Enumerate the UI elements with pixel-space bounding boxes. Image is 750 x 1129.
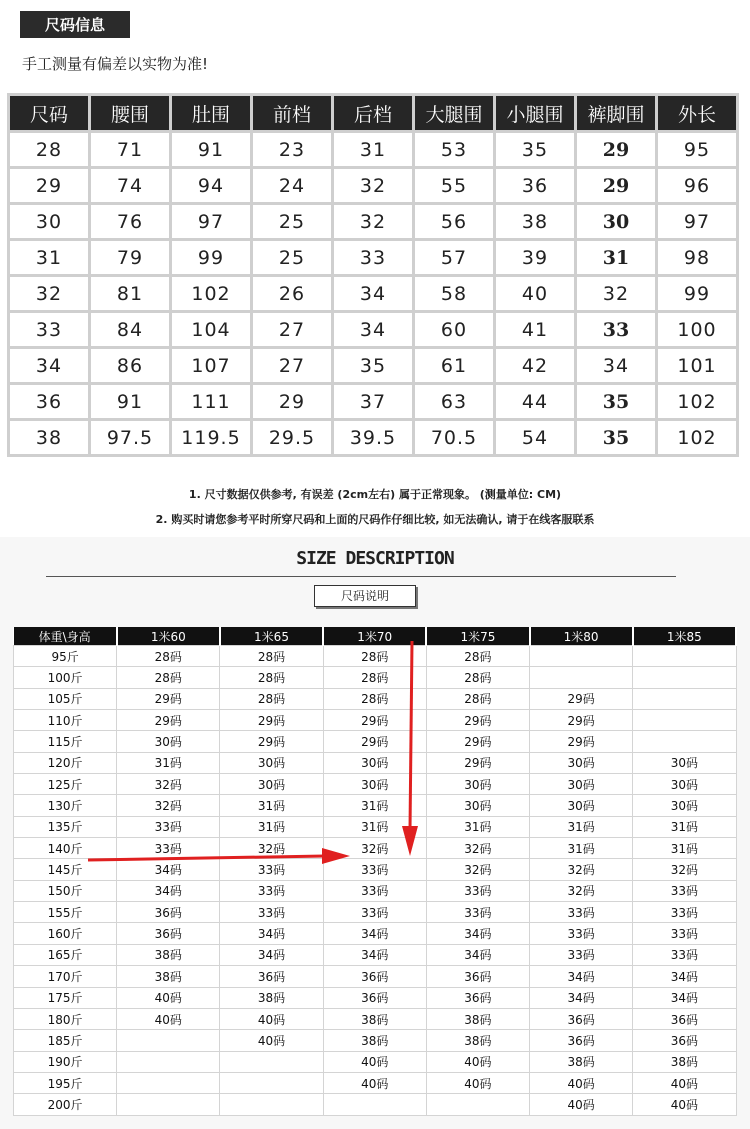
table-cell: 35 xyxy=(577,385,655,418)
size-cell: 33码 xyxy=(633,923,736,944)
table-cell: 100 xyxy=(658,313,736,346)
size-cell: 31码 xyxy=(117,752,220,773)
table-cell: 35 xyxy=(334,349,412,382)
table-cell: 34 xyxy=(577,349,655,382)
size-cell: 32码 xyxy=(117,774,220,795)
size-cell: 30码 xyxy=(220,752,323,773)
weight-cell: 155斤 xyxy=(14,902,117,923)
size-cell: 28码 xyxy=(323,688,426,709)
size-cell: 36码 xyxy=(530,1030,633,1051)
size-col-header: 肚围 xyxy=(172,96,250,130)
table-cell: 32 xyxy=(334,169,412,202)
size-cell: 40码 xyxy=(530,1072,633,1093)
table-cell: 99 xyxy=(172,241,250,274)
table-cell: 29.5 xyxy=(253,421,331,454)
size-cell: 30码 xyxy=(426,774,529,795)
size-cell: 29码 xyxy=(323,710,426,731)
table-cell: 39.5 xyxy=(334,421,412,454)
size-cell: 28码 xyxy=(220,667,323,688)
table-cell: 31 xyxy=(334,133,412,166)
weight-cell: 160斤 xyxy=(14,923,117,944)
weight-cell: 110斤 xyxy=(14,710,117,731)
table-cell: 31 xyxy=(577,241,655,274)
weight-cell: 145斤 xyxy=(14,859,117,880)
table-cell: 33 xyxy=(577,313,655,346)
size-cell: 31码 xyxy=(633,838,736,859)
footnote-2: 2. 购买时请您参考平时所穿尺码和上面的尺码作仔细比较, 如无法确认, 请于在线客服联系 xyxy=(155,513,595,526)
table-cell: 58 xyxy=(415,277,493,310)
size-cell: 33码 xyxy=(220,902,323,923)
table-row xyxy=(10,313,736,346)
table-cell: 29 xyxy=(577,133,655,166)
size-cell: 36码 xyxy=(426,987,529,1008)
table-cell: 57 xyxy=(415,241,493,274)
table-cell: 119.5 xyxy=(172,421,250,454)
size-cell: 34码 xyxy=(220,944,323,965)
table-cell: 38 xyxy=(496,205,574,238)
table-row xyxy=(14,902,737,923)
size-cell: 38码 xyxy=(633,1051,736,1072)
size-cell: 32码 xyxy=(426,838,529,859)
table-cell: 84 xyxy=(91,313,169,346)
size-cell: 29码 xyxy=(426,710,529,731)
size-cell: 40码 xyxy=(323,1051,426,1072)
table-row xyxy=(10,421,736,454)
weight-cell: 200斤 xyxy=(14,1094,117,1115)
table-row xyxy=(10,241,736,274)
size-cell: 30码 xyxy=(426,795,529,816)
weight-cell: 135斤 xyxy=(14,816,117,837)
size-cell: 40码 xyxy=(426,1072,529,1093)
size-cell: 38码 xyxy=(117,944,220,965)
table-cell: 71 xyxy=(91,133,169,166)
size-description-title: SIZE DESCRIPTION xyxy=(296,548,454,569)
weight-cell: 185斤 xyxy=(14,1030,117,1051)
weight-cell: 140斤 xyxy=(14,838,117,859)
table-row xyxy=(14,859,737,880)
size-cell xyxy=(633,667,736,688)
table-row xyxy=(10,169,736,202)
size-cell: 32码 xyxy=(323,838,426,859)
table-cell: 91 xyxy=(91,385,169,418)
table-cell: 32 xyxy=(577,277,655,310)
size-cell: 31码 xyxy=(220,816,323,837)
size-cell: 33码 xyxy=(530,902,633,923)
weight-cell: 190斤 xyxy=(14,1051,117,1072)
size-cell: 36码 xyxy=(117,923,220,944)
size-cell: 40码 xyxy=(426,1051,529,1072)
size-cell: 38码 xyxy=(323,1030,426,1051)
table-row xyxy=(10,277,736,310)
weight-cell: 115斤 xyxy=(14,731,117,752)
size-cell: 33码 xyxy=(117,838,220,859)
size-cell: 33码 xyxy=(633,902,736,923)
table-row xyxy=(14,752,737,773)
size-cell: 32码 xyxy=(633,859,736,880)
table-row xyxy=(14,966,737,987)
table-row xyxy=(14,710,737,731)
size-cell: 40码 xyxy=(530,1094,633,1115)
size-cell: 28码 xyxy=(426,688,529,709)
measurement-note: 手工测量有偏差以实物为准! xyxy=(22,55,209,73)
size-cell: 31码 xyxy=(426,816,529,837)
size-cell: 33码 xyxy=(117,816,220,837)
guide-col-header: 1米85 xyxy=(633,627,736,646)
size-cell: 29码 xyxy=(426,752,529,773)
guide-col-header: 1米70 xyxy=(323,627,426,646)
size-cell: 28码 xyxy=(117,646,220,667)
table-cell: 25 xyxy=(253,205,331,238)
table-cell: 99 xyxy=(658,277,736,310)
size-cell: 36码 xyxy=(117,902,220,923)
size-cell: 33码 xyxy=(530,944,633,965)
size-cell: 36码 xyxy=(323,987,426,1008)
size-cell: 29码 xyxy=(426,731,529,752)
size-cell: 29码 xyxy=(220,710,323,731)
size-cell: 29码 xyxy=(220,731,323,752)
table-row xyxy=(10,133,736,166)
footnote-1: 1. 尺寸数据仅供参考, 有误差 (2cm左右) 属于正常现象。 (测量单位: CM) xyxy=(188,488,562,501)
weight-cell: 120斤 xyxy=(14,752,117,773)
table-row xyxy=(14,1030,737,1051)
table-row xyxy=(14,667,737,688)
size-cell: 33码 xyxy=(220,859,323,880)
table-cell: 79 xyxy=(91,241,169,274)
table-row xyxy=(14,923,737,944)
table-cell: 74 xyxy=(91,169,169,202)
table-cell: 27 xyxy=(253,313,331,346)
size-cell: 34码 xyxy=(426,923,529,944)
table-cell: 102 xyxy=(172,277,250,310)
size-cell xyxy=(530,667,633,688)
table-row xyxy=(14,646,737,667)
size-cell: 34码 xyxy=(117,880,220,901)
size-cell: 31码 xyxy=(323,795,426,816)
size-cell: 29码 xyxy=(530,731,633,752)
size-cell: 31码 xyxy=(633,816,736,837)
weight-cell: 150斤 xyxy=(14,880,117,901)
size-measurement-table xyxy=(7,93,739,457)
size-col-header: 前档 xyxy=(253,96,331,130)
table-row xyxy=(14,1094,737,1115)
size-cell: 33码 xyxy=(323,902,426,923)
weight-height-guide-table xyxy=(13,627,737,1116)
table-cell: 101 xyxy=(658,349,736,382)
size-cell: 32码 xyxy=(530,859,633,880)
size-cell: 34码 xyxy=(633,966,736,987)
size-cell: 36码 xyxy=(323,966,426,987)
size-col-header: 小腿围 xyxy=(496,96,574,130)
size-cell: 30码 xyxy=(530,752,633,773)
size-cell: 29码 xyxy=(117,710,220,731)
size-cell: 33码 xyxy=(530,923,633,944)
size-cell xyxy=(633,710,736,731)
table-cell: 86 xyxy=(91,349,169,382)
size-col-header: 大腿围 xyxy=(415,96,493,130)
size-cell: 40码 xyxy=(633,1072,736,1093)
guide-col-header: 1米65 xyxy=(220,627,323,646)
size-cell: 32码 xyxy=(117,795,220,816)
size-cell: 34码 xyxy=(530,987,633,1008)
size-cell: 34码 xyxy=(633,987,736,1008)
size-cell: 32码 xyxy=(530,880,633,901)
size-cell: 33码 xyxy=(633,944,736,965)
size-description-badge: 尺码说明 xyxy=(314,585,416,607)
size-cell: 28码 xyxy=(220,688,323,709)
table-cell: 23 xyxy=(253,133,331,166)
size-cell: 30码 xyxy=(530,795,633,816)
size-col-header: 后档 xyxy=(334,96,412,130)
size-cell: 40码 xyxy=(633,1094,736,1115)
weight-cell: 100斤 xyxy=(14,667,117,688)
size-cell: 30码 xyxy=(220,774,323,795)
table-cell: 60 xyxy=(415,313,493,346)
guide-col-header: 1米80 xyxy=(530,627,633,646)
weight-cell: 105斤 xyxy=(14,688,117,709)
table-row xyxy=(14,987,737,1008)
table-row xyxy=(14,944,737,965)
size-cell: 28码 xyxy=(117,667,220,688)
table-cell: 53 xyxy=(415,133,493,166)
size-cell: 40码 xyxy=(220,1030,323,1051)
table-row xyxy=(10,349,736,382)
size-cell xyxy=(530,646,633,667)
table-cell: 35 xyxy=(577,421,655,454)
size-cell: 28码 xyxy=(426,646,529,667)
size-cell xyxy=(117,1030,220,1051)
table-cell: 30 xyxy=(10,205,88,238)
size-cell: 38码 xyxy=(323,1008,426,1029)
table-cell: 42 xyxy=(496,349,574,382)
size-cell: 31码 xyxy=(220,795,323,816)
table-cell: 111 xyxy=(172,385,250,418)
size-cell: 32码 xyxy=(220,838,323,859)
size-cell: 31码 xyxy=(530,838,633,859)
guide-col-header: 1米75 xyxy=(426,627,529,646)
size-cell: 28码 xyxy=(220,646,323,667)
size-cell: 30码 xyxy=(323,752,426,773)
guide-col-header: 体重\身高 xyxy=(14,627,117,646)
size-cell xyxy=(633,646,736,667)
size-cell: 38码 xyxy=(220,987,323,1008)
table-row xyxy=(14,1051,737,1072)
size-cell: 31码 xyxy=(530,816,633,837)
size-cell: 33码 xyxy=(426,902,529,923)
table-cell: 36 xyxy=(496,169,574,202)
size-cell xyxy=(220,1051,323,1072)
table-cell: 96 xyxy=(658,169,736,202)
table-cell: 97.5 xyxy=(91,421,169,454)
table-cell: 31 xyxy=(10,241,88,274)
size-cell: 40码 xyxy=(117,1008,220,1029)
size-cell xyxy=(633,731,736,752)
table-row xyxy=(14,688,737,709)
table-cell: 38 xyxy=(10,421,88,454)
size-col-header: 外长 xyxy=(658,96,736,130)
table-row xyxy=(14,795,737,816)
table-cell: 102 xyxy=(658,385,736,418)
table-cell: 81 xyxy=(91,277,169,310)
table-cell: 37 xyxy=(334,385,412,418)
size-cell xyxy=(117,1051,220,1072)
size-cell xyxy=(323,1094,426,1115)
size-cell: 38码 xyxy=(530,1051,633,1072)
size-cell: 34码 xyxy=(323,944,426,965)
table-cell: 24 xyxy=(253,169,331,202)
size-cell: 36码 xyxy=(633,1030,736,1051)
table-cell: 95 xyxy=(658,133,736,166)
size-cell: 28码 xyxy=(426,667,529,688)
table-cell: 29 xyxy=(577,169,655,202)
size-col-header: 腰围 xyxy=(91,96,169,130)
table-cell: 33 xyxy=(334,241,412,274)
table-cell: 91 xyxy=(172,133,250,166)
size-cell: 33码 xyxy=(426,880,529,901)
weight-cell: 95斤 xyxy=(14,646,117,667)
size-cell: 33码 xyxy=(220,880,323,901)
size-cell: 34码 xyxy=(220,923,323,944)
table-cell: 35 xyxy=(496,133,574,166)
size-cell: 28码 xyxy=(323,646,426,667)
size-cell xyxy=(220,1094,323,1115)
weight-cell: 130斤 xyxy=(14,795,117,816)
weight-cell: 125斤 xyxy=(14,774,117,795)
table-cell: 29 xyxy=(253,385,331,418)
table-row xyxy=(14,774,737,795)
size-cell: 30码 xyxy=(117,731,220,752)
size-cell: 29码 xyxy=(323,731,426,752)
weight-cell: 165斤 xyxy=(14,944,117,965)
size-cell: 29码 xyxy=(530,688,633,709)
table-row xyxy=(14,838,737,859)
size-cell: 30码 xyxy=(633,752,736,773)
size-cell: 38码 xyxy=(426,1030,529,1051)
size-cell: 40码 xyxy=(323,1072,426,1093)
table-cell: 97 xyxy=(658,205,736,238)
size-cell: 30码 xyxy=(530,774,633,795)
table-cell: 94 xyxy=(172,169,250,202)
table-row xyxy=(14,1072,737,1093)
size-cell: 36码 xyxy=(220,966,323,987)
section-badge-size-info: 尺码信息 xyxy=(20,11,130,38)
table-cell: 29 xyxy=(10,169,88,202)
size-cell: 34码 xyxy=(117,859,220,880)
size-cell: 30码 xyxy=(323,774,426,795)
table-row xyxy=(14,731,737,752)
size-cell xyxy=(426,1094,529,1115)
size-cell xyxy=(633,688,736,709)
table-cell: 39 xyxy=(496,241,574,274)
table-cell: 34 xyxy=(334,313,412,346)
guide-col-header: 1米60 xyxy=(117,627,220,646)
size-cell: 38码 xyxy=(426,1008,529,1029)
size-cell: 32码 xyxy=(426,859,529,880)
table-cell: 61 xyxy=(415,349,493,382)
table-cell: 34 xyxy=(334,277,412,310)
size-cell: 34码 xyxy=(530,966,633,987)
size-cell: 38码 xyxy=(117,966,220,987)
size-cell: 28码 xyxy=(323,667,426,688)
table-cell: 97 xyxy=(172,205,250,238)
table-cell: 102 xyxy=(658,421,736,454)
table-cell: 27 xyxy=(253,349,331,382)
table-cell: 98 xyxy=(658,241,736,274)
size-cell: 34码 xyxy=(323,923,426,944)
table-row xyxy=(14,816,737,837)
table-row xyxy=(14,880,737,901)
size-cell: 31码 xyxy=(323,816,426,837)
weight-cell: 180斤 xyxy=(14,1008,117,1029)
size-cell xyxy=(117,1072,220,1093)
size-cell: 34码 xyxy=(426,944,529,965)
size-cell: 30码 xyxy=(633,795,736,816)
table-row xyxy=(10,205,736,238)
table-row xyxy=(14,1008,737,1029)
size-cell: 40码 xyxy=(117,987,220,1008)
weight-cell: 195斤 xyxy=(14,1072,117,1093)
table-cell: 36 xyxy=(10,385,88,418)
size-cell: 29码 xyxy=(117,688,220,709)
size-cell: 29码 xyxy=(530,710,633,731)
table-cell: 54 xyxy=(496,421,574,454)
size-cell: 36码 xyxy=(530,1008,633,1029)
size-cell xyxy=(117,1094,220,1115)
table-cell: 104 xyxy=(172,313,250,346)
table-cell: 30 xyxy=(577,205,655,238)
table-cell: 70.5 xyxy=(415,421,493,454)
table-cell: 55 xyxy=(415,169,493,202)
table-cell: 32 xyxy=(10,277,88,310)
table-cell: 40 xyxy=(496,277,574,310)
weight-cell: 170斤 xyxy=(14,966,117,987)
table-row xyxy=(10,385,736,418)
table-cell: 76 xyxy=(91,205,169,238)
size-cell xyxy=(220,1072,323,1093)
table-cell: 56 xyxy=(415,205,493,238)
table-cell: 44 xyxy=(496,385,574,418)
table-cell: 32 xyxy=(334,205,412,238)
size-col-header: 尺码 xyxy=(10,96,88,130)
size-cell: 40码 xyxy=(220,1008,323,1029)
size-cell: 33码 xyxy=(323,880,426,901)
size-cell: 30码 xyxy=(633,774,736,795)
size-cell: 36码 xyxy=(426,966,529,987)
size-col-header: 裤脚围 xyxy=(577,96,655,130)
size-cell: 36码 xyxy=(633,1008,736,1029)
weight-cell: 175斤 xyxy=(14,987,117,1008)
divider-rule xyxy=(46,576,676,577)
size-cell: 33码 xyxy=(633,880,736,901)
size-cell: 33码 xyxy=(323,859,426,880)
table-cell: 25 xyxy=(253,241,331,274)
table-cell: 28 xyxy=(10,133,88,166)
table-cell: 26 xyxy=(253,277,331,310)
table-cell: 33 xyxy=(10,313,88,346)
table-cell: 63 xyxy=(415,385,493,418)
table-cell: 34 xyxy=(10,349,88,382)
table-cell: 107 xyxy=(172,349,250,382)
table-cell: 41 xyxy=(496,313,574,346)
